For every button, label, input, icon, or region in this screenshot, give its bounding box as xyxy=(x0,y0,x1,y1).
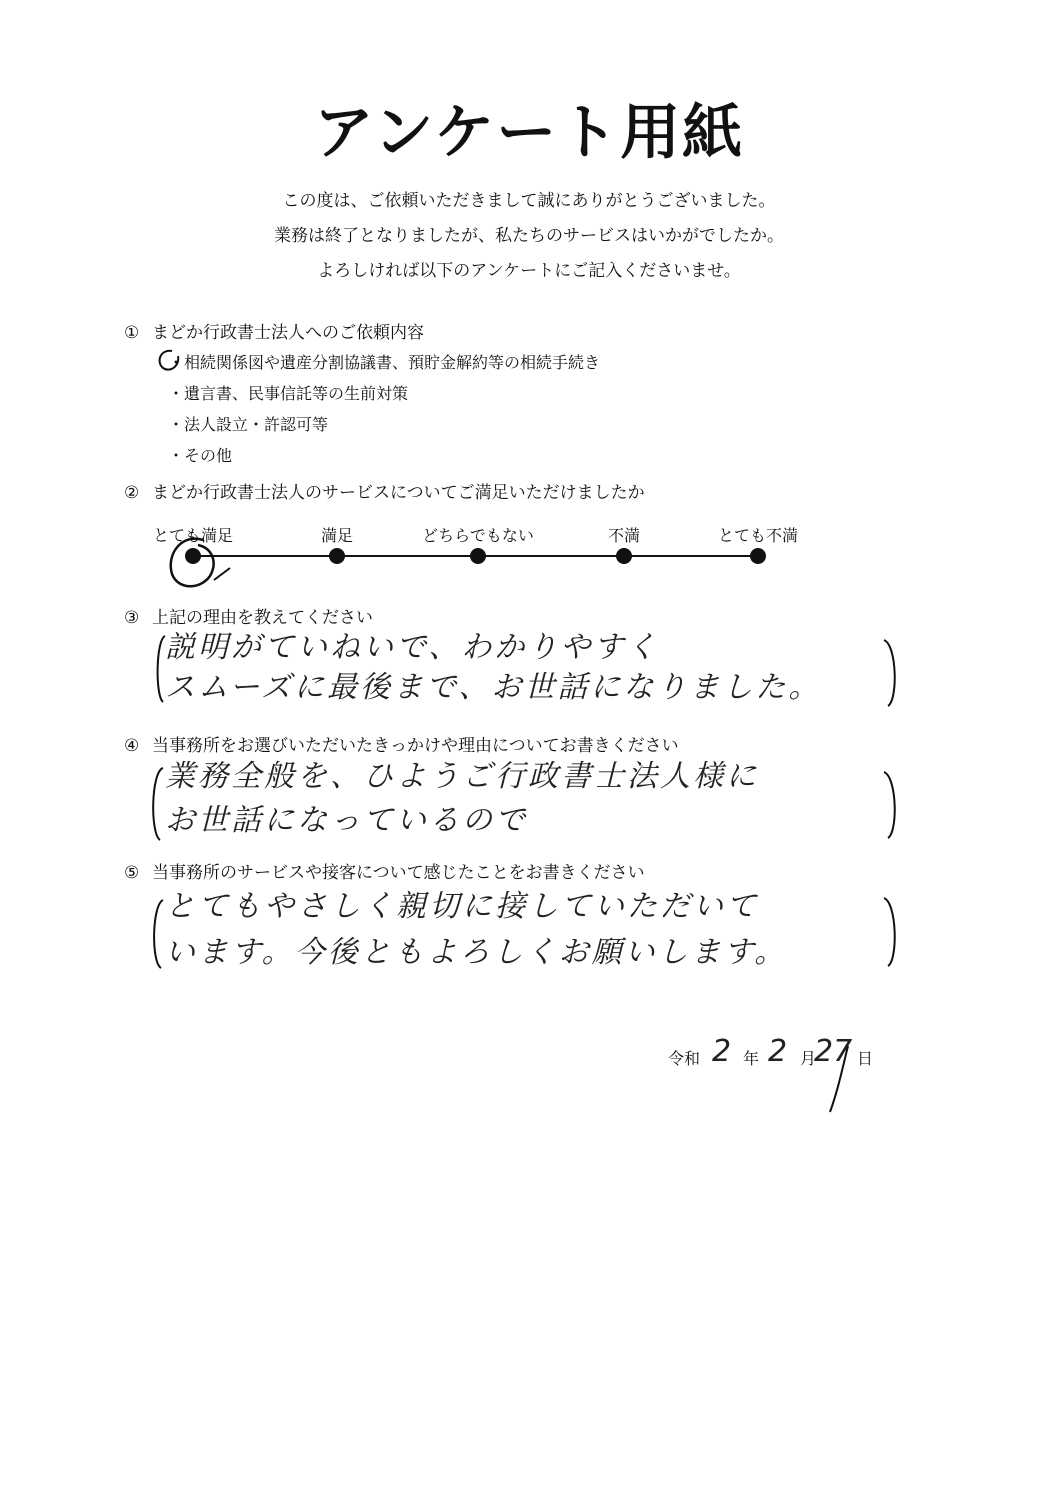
q4-heading-text: 当事務所をお選びいただいたきっかけや理由についてお書きください xyxy=(152,736,679,756)
intro-line-2: 業務は終了となりましたが、私たちのサービスはいかがでしたか。 xyxy=(274,226,784,246)
rating-label-very-dissatisfied: とても不満 xyxy=(717,526,798,545)
q2-heading-text: まどか行政書士法人のサービスについてご満足いただけましたか xyxy=(152,483,645,503)
q1-option-inheritance[interactable]: ・相続関係図や遺産分割協議書、預貯金解約等の相続手続き xyxy=(168,353,601,372)
date-day-value: 27 xyxy=(814,1034,853,1069)
q5-answer-line-1: とてもやさしく親切に接していただいて xyxy=(165,889,759,924)
q4-answer-bracket-right xyxy=(884,772,895,838)
q2-selection-tick-mark xyxy=(214,568,230,580)
rating-dot-satisfied[interactable] xyxy=(329,548,345,564)
rating-label-satisfied: 満足 xyxy=(320,526,353,545)
q3-heading-text: 上記の理由を教えてください xyxy=(152,608,373,628)
rating-dot-neutral[interactable] xyxy=(470,548,486,564)
q1-option-incorporation[interactable]: ・法人設立・許認可等 xyxy=(168,415,329,434)
q5-heading-text: 当事務所のサービスや接客について感じたことをお書きください xyxy=(152,863,645,883)
q1-selection-circle-mark xyxy=(160,351,179,370)
rating-label-neutral: どちらでもない xyxy=(422,526,534,545)
q5-number: ⑤ xyxy=(124,863,140,883)
q1-number: ① xyxy=(124,323,140,343)
q5-answer-bracket-left xyxy=(154,900,163,968)
q5-answer-line-2: います。今後ともよろしくお願いします。 xyxy=(165,935,788,970)
q5-answer-bracket-right xyxy=(884,898,895,966)
date-month-label: 月 xyxy=(800,1049,817,1068)
q3-number: ③ xyxy=(124,608,140,628)
date-year-value: 2 xyxy=(712,1034,732,1069)
date-month-value: 2 xyxy=(768,1034,788,1069)
date-pen-stroke xyxy=(830,1046,848,1112)
q2-number: ② xyxy=(124,483,140,503)
intro-line-3: よろしければ以下のアンケートにご記入くださいませ。 xyxy=(317,261,741,281)
q1-option-estate-planning[interactable]: ・遺言書、民事信託等の生前対策 xyxy=(168,384,409,403)
q4-answer-bracket-left xyxy=(153,768,163,840)
rating-label-very-satisfied: とても満足 xyxy=(152,526,233,545)
q4-answer-line-1: 業務全般を、ひようご行政書士法人様に xyxy=(165,759,759,794)
q1-option-other[interactable]: ・その他 xyxy=(168,446,233,465)
rating-dot-very-satisfied[interactable] xyxy=(185,548,201,564)
q1-heading-text: まどか行政書士法人へのご依頼内容 xyxy=(152,323,424,343)
rating-dot-very-dissatisfied[interactable] xyxy=(750,548,766,564)
q3-answer-line-1: 説明がていねいで、わかりやすく xyxy=(165,630,660,665)
q3-answer-bracket-right xyxy=(884,640,895,706)
q3-answer-line-2: スムーズに最後まで、お世話になりました。 xyxy=(165,670,822,705)
q4-answer-line-2: お世話になっているので xyxy=(165,803,528,838)
date-year-label: 年 xyxy=(743,1049,760,1068)
date-era: 令和 xyxy=(668,1049,701,1068)
rating-label-dissatisfied: 不満 xyxy=(607,526,640,545)
q4-number: ④ xyxy=(124,736,140,756)
intro-line-1: この度は、ご依頼いただきまして誠にありがとうございました。 xyxy=(282,191,776,211)
page-title: アンケート用紙 xyxy=(313,98,745,168)
q3-answer-bracket-left xyxy=(158,636,165,702)
date-day-label: 日 xyxy=(857,1049,874,1068)
rating-dot-dissatisfied[interactable] xyxy=(616,548,632,564)
